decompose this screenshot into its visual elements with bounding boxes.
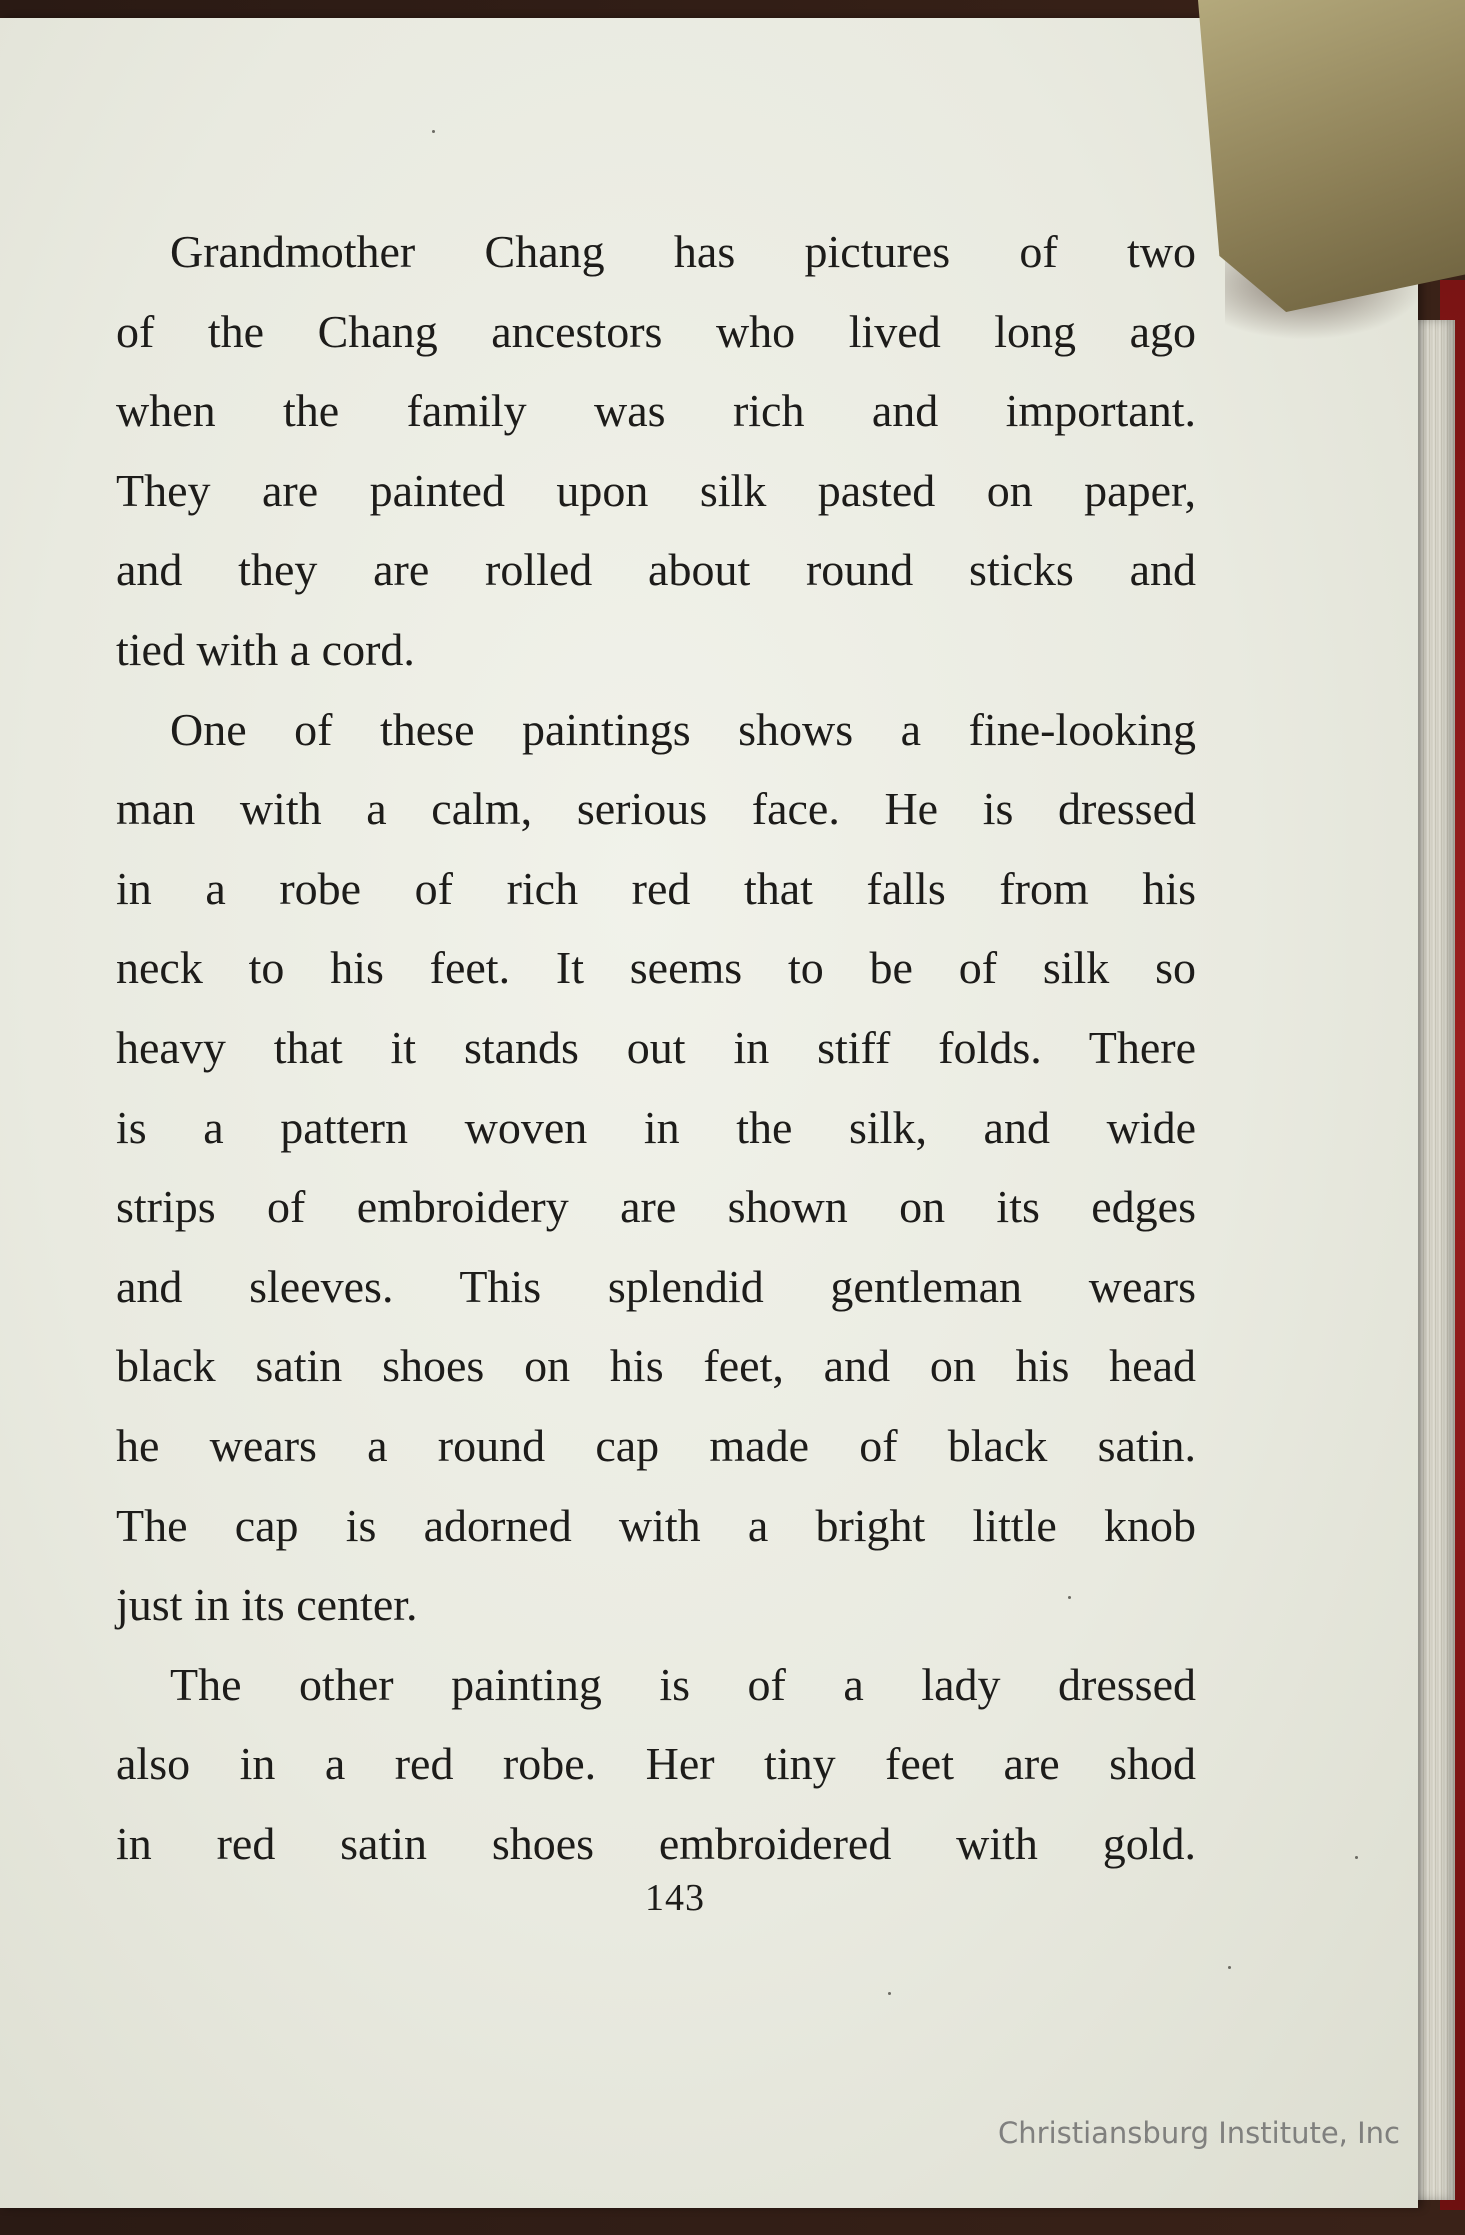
paper-speck — [1068, 1596, 1071, 1599]
page-number: 143 — [645, 1877, 705, 1919]
text-line: The other painting is of a lady dressed — [170, 1658, 1196, 1710]
text-line: tied with a cord. — [116, 623, 415, 675]
text-line: The cap is adorned with a bright little knob — [116, 1499, 1196, 1551]
paper-speck — [1228, 1966, 1231, 1969]
paper-speck — [888, 1992, 891, 1995]
text-line: and they are rolled about round sticks and — [116, 544, 1196, 596]
text-line: when the family was rich and important. — [116, 385, 1196, 437]
text-line: and sleeves. This splendid gentleman wears — [116, 1260, 1196, 1312]
text-line: he wears a round cap made of black satin. — [116, 1419, 1196, 1471]
text-line: black satin shoes on his feet, and on his head — [116, 1340, 1196, 1392]
book-page — [0, 18, 1418, 2208]
text-line: man with a calm, serious face. He is dressed — [116, 783, 1196, 835]
paragraph — [116, 1645, 1196, 1884]
text-line: also in a red robe. Her tiny feet are shod — [116, 1738, 1196, 1790]
text-line: heavy that it stands out in stiff folds. There — [116, 1021, 1196, 1073]
paragraph — [116, 212, 1196, 690]
text-line: in a robe of rich red that falls from his — [116, 862, 1196, 914]
text-line: strips of embroidery are shown on its edges — [116, 1181, 1196, 1233]
text-line: just in its center. — [116, 1579, 418, 1631]
text-line: in red satin shoes embroidered with gold. — [116, 1817, 1196, 1869]
paper-speck — [1355, 1856, 1358, 1859]
watermark: Christiansburg Institute, Inc — [998, 2116, 1400, 2150]
text-line: Grandmother Chang has pictures of two — [170, 226, 1196, 277]
bookmark-tab — [1198, 0, 1465, 312]
text-line: One of these paintings shows a fine-looking — [170, 703, 1196, 755]
page-text — [116, 212, 1196, 1883]
text-line: neck to his feet. It seems to be of silk so — [116, 942, 1196, 994]
text-line: is a pattern woven in the silk, and wide — [116, 1101, 1196, 1153]
text-line: of the Chang ancestors who lived long ago — [116, 305, 1196, 357]
paragraph — [116, 690, 1196, 1645]
paper-speck — [432, 130, 435, 133]
text-line: They are painted upon silk pasted on paper, — [116, 464, 1196, 516]
